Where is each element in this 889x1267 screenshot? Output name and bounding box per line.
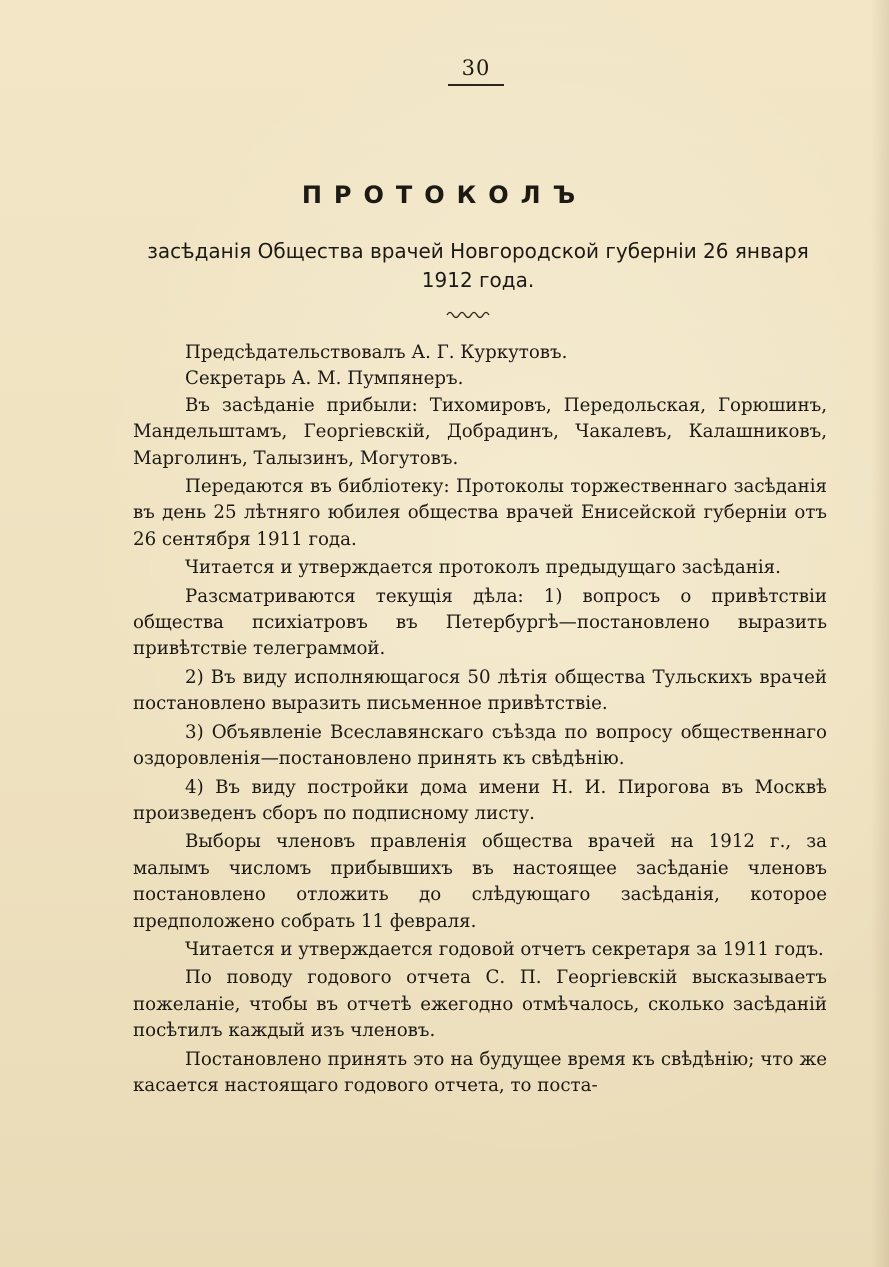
paragraph-georgievsky-wish: По поводу годового отчета С. П. Георгіевскій высказываетъ пожеланіе, чтобы въ отчетѣ ежегодно отмѣчалось, сколько засѣданій посѣтилъ каждый изъ членовъ. xyxy=(133,967,827,1042)
paragraph-current-affairs: Разсматриваются текущія дѣла: 1) вопросъ о привѣтствіи общества психіатровъ въ Петербургѣ—постановлено выразить привѣтствіе телеграммой. xyxy=(133,585,827,660)
paragraph-chairman: Предсѣдательствовалъ А. Г. Куркутовъ. xyxy=(185,342,568,363)
page-number: 30 xyxy=(448,56,504,86)
paragraph-item-4: 4) Въ виду постройки дома имени Н. И. Пирогова въ Москвѣ произведенъ сборъ по подписному листу. xyxy=(133,776,827,824)
protocol-subtitle: засѣданія Общества врачей Новгородской губерніи 26 января 1912 года. xyxy=(147,239,809,292)
paragraph-previous-protocol: Читается и утверждается протоколъ предыдущаго засѣданія. xyxy=(185,557,781,579)
paragraph-item-3: 3) Объявленіе Всеславянскаго съѣзда по вопросу общественнаго оздоровленія—постановлено принять къ свѣдѣнію. xyxy=(133,721,827,770)
paragraph-library: Передаются въ библіотеку: Протоколы торжественнаго засѣданія въ день 25 лѣтняго юбилея общества врачей Енисейской губерніи отъ 26 сентября 1911 года. xyxy=(133,476,827,550)
paragraph-annual-report: Читается и утверждается годовой отчетъ секретаря за 1911 годъ. xyxy=(185,938,824,960)
paragraph-secretary: Секретарь А. М. Пумпянеръ. xyxy=(185,368,464,390)
paragraph-resolution: Постановлено принять это на будущее время къ свѣдѣнію; что же касается настоящаго годового отчета, то поста- xyxy=(133,1048,827,1096)
wavy-divider-ornament xyxy=(446,309,490,319)
paragraph-item-2: 2) Въ виду исполняющагося 50 лѣтія общества Тульскихъ врачей постановлено выразить письменное привѣтствіе. xyxy=(133,666,827,715)
paragraph-elections: Выборы членовъ правленія общества врачей на 1912 г., за малымъ числомъ прибывшихъ въ настоящее засѣданіе членовъ постановлено отложить до слѣдующаго засѣданія, которое предположено собрать 11 февраля. xyxy=(133,831,827,932)
protocol-title: ПРОТОКОЛЪ xyxy=(301,181,588,209)
protocol-body xyxy=(133,340,827,1099)
paragraph-attendees: Въ засѣданіе прибыли: Тихомировъ, Передольская, Горюшинъ, Мандельштамъ, Георгіевскій, Добрадинъ, Чакалевъ, Калашниковъ, Марголинъ, Талызинъ, Могутовъ. xyxy=(133,394,827,469)
